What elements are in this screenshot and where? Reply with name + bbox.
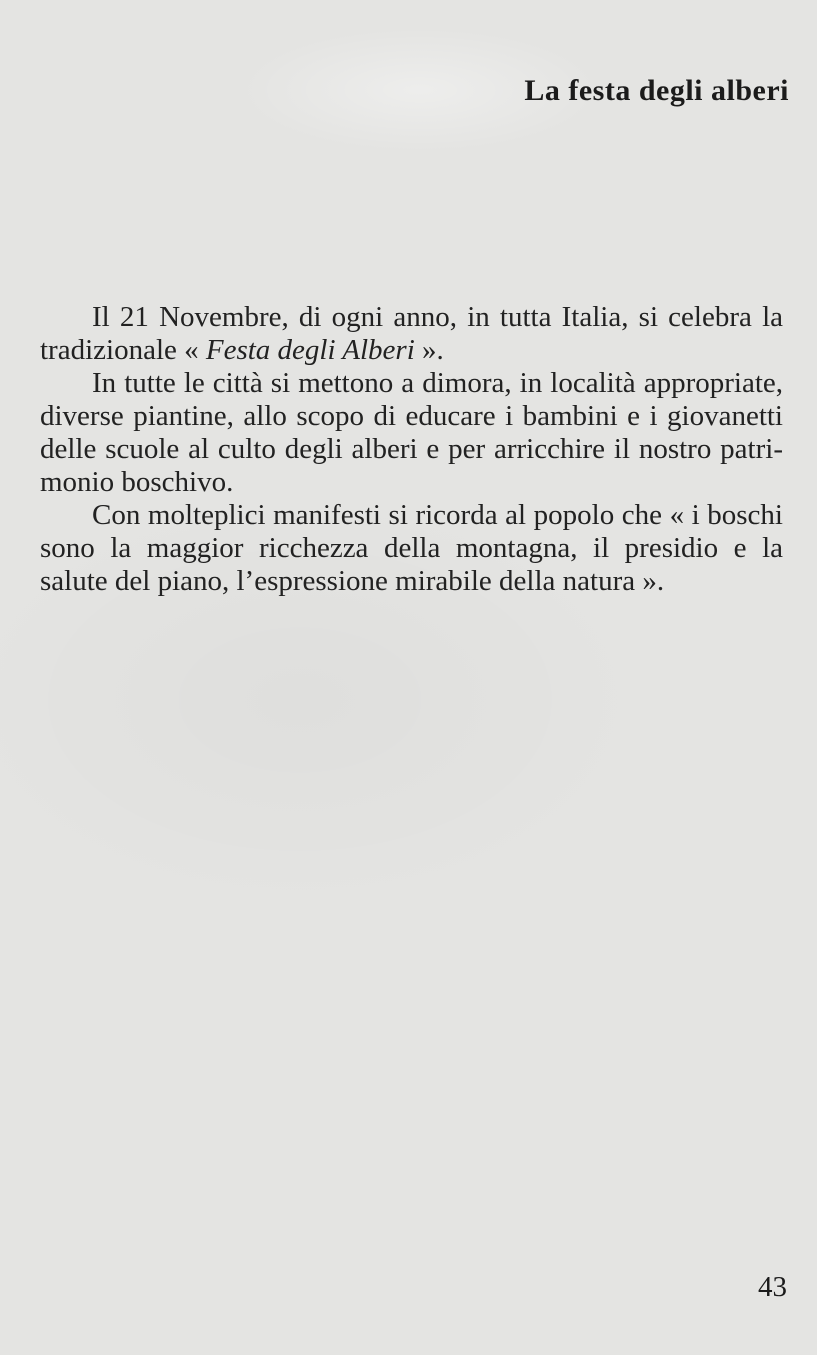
paragraph-1-end: ». (414, 334, 444, 366)
festa-title: Festa degli Alberi (205, 334, 415, 366)
running-title: La festa degli alberi (524, 74, 789, 107)
paragraph-1-intro: Il 21 Novembre, di ogni anno, in tutta Italia, si celebra la tradizionale « (40, 301, 783, 366)
paragraph-3: Con molteplici manifesti si ricorda al popolo che « i boschi sono la maggior ricchezza della montagna, il presidio e la salute del piano, l’espressione mirabile della natura ». (40, 499, 783, 597)
paragraph-1 (40, 301, 783, 367)
paragraph-2: In tutte le città si mettono a dimora, in località appropriate, diverse piantine, allo scopo di educare i bambini e i giovanetti delle scuole al culto degli alberi e per arricchire il nostro patrimonio boschivo. (40, 367, 783, 498)
page-number: 43 (758, 1271, 787, 1303)
body-text (40, 301, 783, 598)
